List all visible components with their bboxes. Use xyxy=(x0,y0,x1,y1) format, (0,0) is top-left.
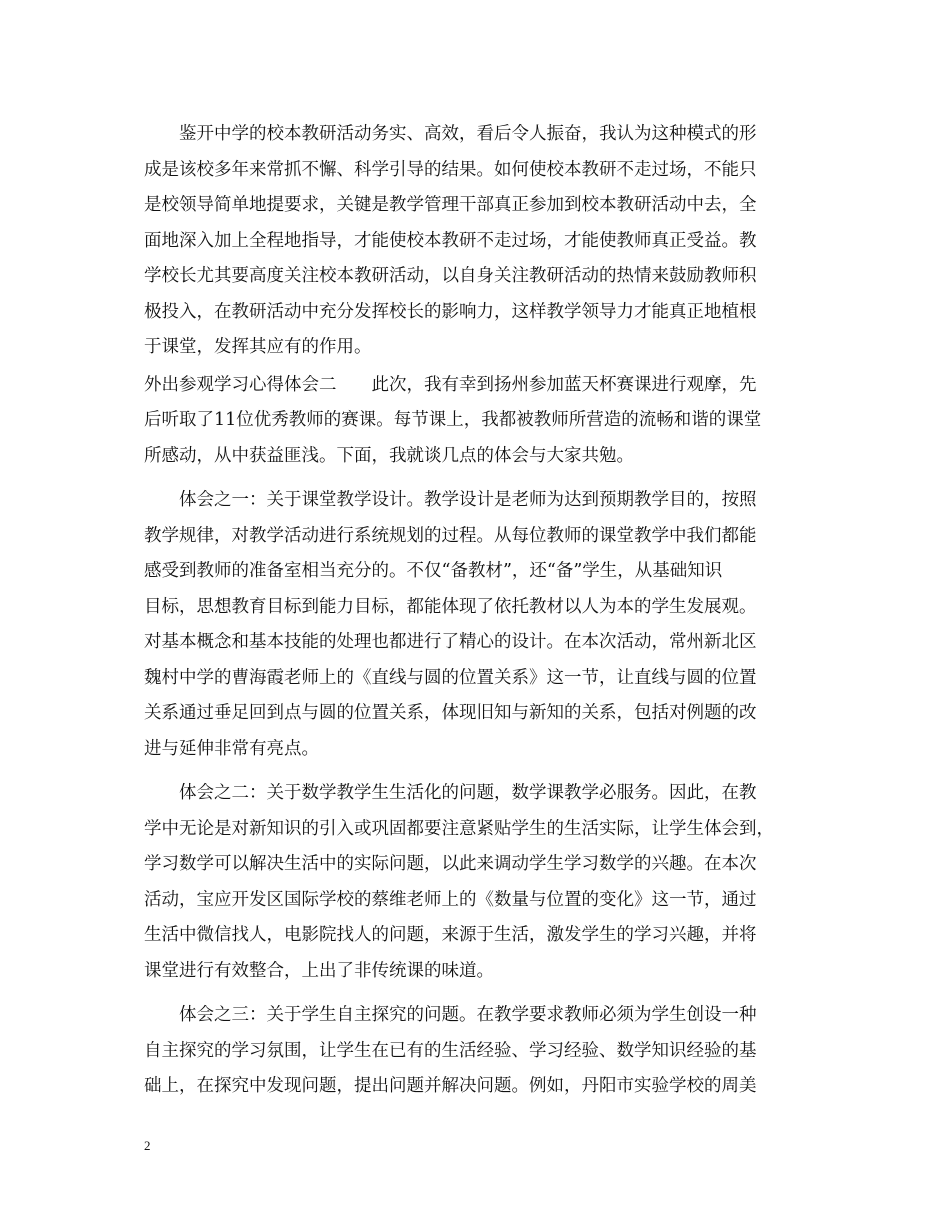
text-line: 极投入，在教研活动中充分发挥校长的影响力，这样教学领导力才能真正地植根 xyxy=(144,301,757,322)
text-line: 魏村中学的曹海霞老师上的《直线与圆的位置关系》这一节，让直线与圆的位置 xyxy=(144,667,757,688)
text-line: 感受到教师的准备室相当充分的。不仅“备教材”，还“备”学生，从基础知识 xyxy=(144,561,723,581)
text-line: 进与延伸非常有亮点。 xyxy=(144,738,319,759)
text-line: 所感动，从中获益匪浅。下面，我就谈几点的体会与大家共勉。 xyxy=(144,445,634,466)
text-line: 课堂进行有效整合，上出了非传统课的味道。 xyxy=(144,960,494,981)
text-line: 鉴开中学的校本教研活动务实、高效，看后令人振奋，我认为这种模式的形 xyxy=(179,124,757,144)
text-line: 成是该校多年来常抓不懈、科学引导的结果。如何使校本教研不走过场，不能只 xyxy=(144,159,757,180)
text-line: 学习数学可以解决生活中的实际问题，以此来调动学生学习数学的兴趣。在本次 xyxy=(144,854,757,874)
text-line: 生活中微信找人，电影院找人的问题，来源于生活，激发学生的学习兴趣，并将 xyxy=(144,925,757,945)
text-line: 自主探究的学习氛围，让学生在已有的生活经验、学习经验、数学知识经验的基 xyxy=(144,1040,757,1061)
text-line: 对基本概念和基本技能的处理也都进行了精心的设计。在本次活动，常州新北区 xyxy=(144,632,757,652)
text-line: 体会之一：关于课堂教学设计。教学设计是老师为达到预期教学目的，按照 xyxy=(179,490,757,510)
text-line: 体会之三：关于学生自主探究的问题。在教学要求教师必须为学生创设一种 xyxy=(179,1005,757,1025)
text-line: 后听取了11位优秀教师的赛课。每节课上，我都被教师所营造的流畅和谐的课堂 xyxy=(144,410,762,430)
text-line: 是校领导简单地提要求，关键是教学管理干部真正参加到校本教研活动中去，全 xyxy=(144,195,757,215)
text-line: 目标，思想教育目标到能力目标，都能体现了依托教材以人为本的学生发展观。 xyxy=(144,596,757,617)
page-number: 2 xyxy=(144,1138,151,1153)
text-line: 学校长尤其要高度关注校本教研活动，以自身关注教研活动的热情来鼓励教师积 xyxy=(144,266,757,286)
text-line: 活动，宝应开发区国际学校的蔡维老师上的《数量与位置的变化》这一节，通过 xyxy=(144,889,757,910)
text-line: 于课堂，发挥其应有的作用。 xyxy=(144,337,372,357)
section-heading-line: 外出参观学习心得体会二 此次，我有幸到扬州参加蓝天杯赛课进行观摩，先 xyxy=(144,374,757,395)
text-line: 学中无论是对新知识的引入或巩固都要注意紧贴学生的生活实际，让学生体会到， xyxy=(144,818,774,839)
text-line: 体会之二：关于数学教学生生活化的问题，数学课教学必服务。因此，在教 xyxy=(179,783,757,803)
text-line: 面地深入加上全程地指导，才能使校本教研不走过场，才能使教师真正受益。教 xyxy=(144,230,757,251)
document-body xyxy=(144,117,824,1105)
text-line: 关系通过垂足回到点与圆的位置关系，体现旧知与新知的关系，包括对例题的改 xyxy=(144,703,757,723)
text-line: 教学规律，对教学活动进行系统规划的过程。从每位教师的课堂教学中我们都能 xyxy=(144,525,757,546)
text-line: 础上，在探究中发现问题，提出问题并解决问题。例如，丹阳市实验学校的周美 xyxy=(144,1076,757,1096)
